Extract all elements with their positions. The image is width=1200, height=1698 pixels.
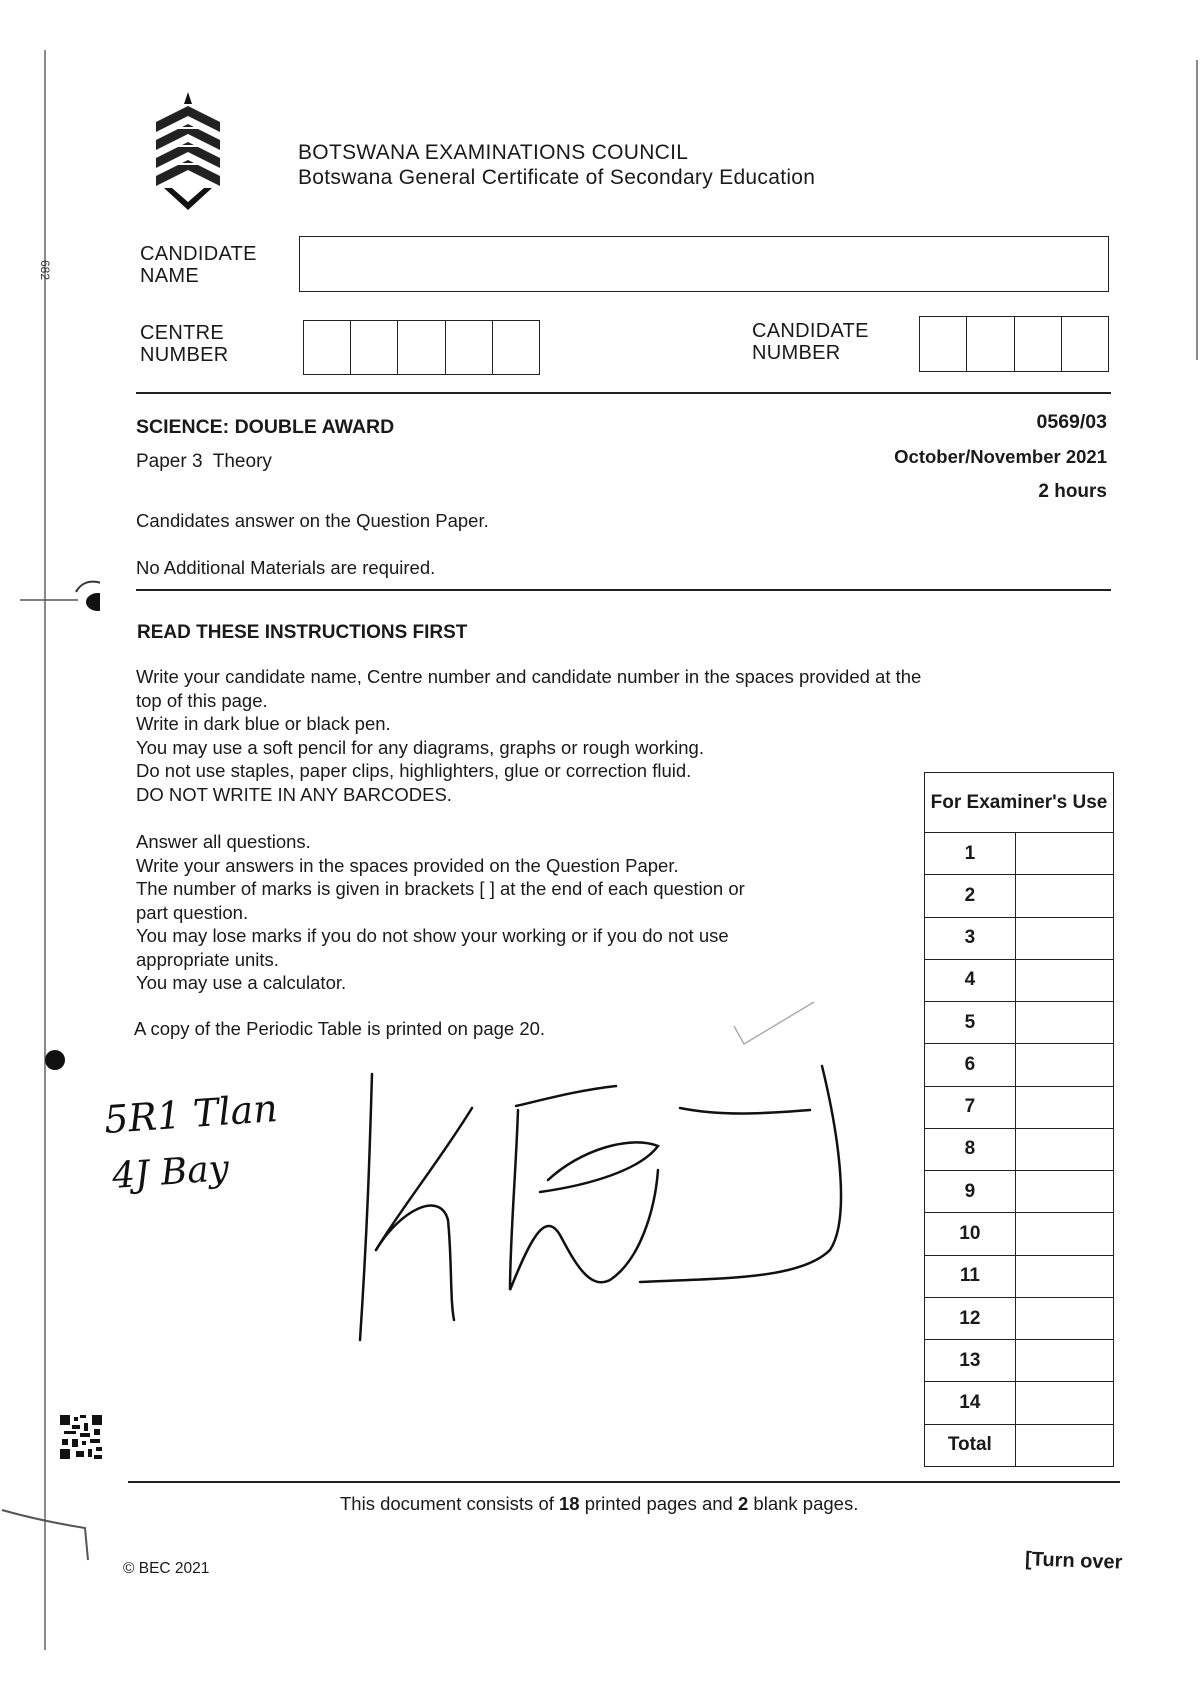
candidate-number-boxes[interactable] [919,316,1109,372]
mark-cell[interactable] [1015,1044,1113,1086]
question-number: 14 [925,1382,1016,1424]
question-number: 1 [925,833,1016,875]
mark-cell[interactable] [1015,959,1113,1001]
total-label: Total [925,1424,1016,1466]
centre-number-box[interactable] [493,321,539,374]
signature-scribble [340,1060,860,1350]
materials-note: No Additional Materials are required. [136,557,436,578]
question-number: 7 [925,1086,1016,1128]
instruction-line: Write in dark blue or black pen. [136,713,391,734]
examiner-use-table [924,772,1114,1467]
margin-code: 682 [38,260,52,281]
mark-cell[interactable] [1015,1382,1113,1424]
mark-cell[interactable] [1015,833,1113,875]
printed-page-count: 18 [559,1493,580,1514]
answer-note: Candidates answer on the Question Paper. [136,510,489,531]
faint-tick-icon [730,998,820,1058]
subject-title: SCIENCE: DOUBLE AWARD [136,416,395,438]
candidate-number-box[interactable] [1015,317,1062,371]
candidate-number-label: CANDIDATE NUMBER [752,320,869,365]
question-number: 3 [925,917,1016,959]
instructions-block-1 [136,665,1036,806]
mark-cell[interactable] [1015,875,1113,917]
handwritten-note-1: 5R1 Tlan [102,1085,279,1143]
question-number: 10 [925,1213,1016,1255]
exam-board-header [298,140,815,190]
question-number: 4 [925,959,1016,1001]
mark-cell[interactable] [1015,1213,1113,1255]
instruction-line: top of this page. [136,689,268,711]
question-number: 11 [925,1255,1016,1297]
examiner-table-heading: For Examiner's Use [925,773,1114,833]
instruction-line: DO NOT WRITE IN ANY BARCODES. [136,783,452,805]
certificate-name: Botswana General Certificate of Secondary Education [298,166,816,190]
mark-cell[interactable] [1015,1297,1113,1339]
instruction-line: Write your answers in the spaces provided on the Question Paper. [136,854,679,876]
turn-over-note: [Turn over [1024,1548,1123,1574]
exam-duration: 2 hours [1038,481,1107,502]
punch-hole-mark-bottom [36,1040,76,1080]
exam-session: October/November 2021 [894,446,1107,467]
centre-number-box[interactable] [304,321,351,374]
centre-number-box[interactable] [398,321,445,374]
candidate-name-label: CANDIDATE NAME [140,243,257,288]
question-number: 13 [925,1340,1016,1382]
question-number: 8 [925,1128,1016,1170]
instruction-line: appropriate units. [136,948,279,970]
centre-number-boxes[interactable] [303,320,540,375]
question-number: 5 [925,1002,1016,1044]
blank-page-count: 2 [738,1493,749,1514]
divider-top [136,392,1111,394]
centre-number-label: CENTRE NUMBER [140,322,229,367]
mark-cell[interactable] [1015,1002,1113,1044]
question-number: 6 [925,1044,1016,1086]
divider-bottom [128,1481,1120,1483]
divider-middle [136,589,1111,591]
bec-logo-icon [148,92,228,212]
candidate-number-box[interactable] [920,317,967,371]
question-number: 9 [925,1171,1016,1213]
periodic-table-note: A copy of the Periodic Table is printed on page 20. [134,1018,546,1039]
barcode-icon [58,1413,104,1461]
candidate-name-field[interactable] [299,236,1109,292]
instruction-line: You may use a calculator. [136,972,347,993]
instruction-line: You may use a soft pencil for any diagrams, graphs or rough working. [136,736,704,758]
scan-edge-right [1196,60,1198,360]
copyright-notice: © BEC 2021 [123,1560,210,1577]
paper-title: Paper 3 Theory [136,451,272,472]
punch-hole-mark-top [20,570,100,620]
instruction-line: Answer all questions. [136,831,311,852]
instructions-heading: READ THESE INSTRUCTIONS FIRST [137,622,468,643]
council-name: BOTSWANA EXAMINATIONS COUNCIL [298,141,689,164]
mark-cell[interactable] [1015,917,1113,959]
candidate-number-box[interactable] [1062,317,1108,371]
instruction-line: Do not use staples, paper clips, highlighters, glue or correction fluid. [136,760,692,781]
handwritten-note-2: 4J Bay [110,1147,231,1198]
paper-code: 0569/03 [1036,411,1107,433]
instruction-line: The number of marks is given in brackets [ ] at the end of each question or [136,878,745,899]
mark-cell[interactable] [1015,1255,1113,1297]
centre-number-box[interactable] [446,321,493,374]
instruction-line: part question. [136,901,249,923]
question-number: 2 [925,875,1016,917]
mark-cell[interactable] [1015,1128,1113,1170]
page-count-statement: This document consists of 18 printed pages and 2 blank pages. [340,1493,859,1514]
mark-cell[interactable] [1015,1340,1113,1382]
mark-cell[interactable] [1015,1086,1113,1128]
candidate-number-box[interactable] [967,317,1014,371]
scan-edge-left [44,50,46,1650]
centre-number-box[interactable] [351,321,398,374]
scan-corner-mark [0,1500,100,1620]
instruction-line: Write your candidate name, Centre number and candidate number in the spaces provided at the [136,666,922,687]
total-mark-cell[interactable] [1015,1424,1113,1466]
mark-cell[interactable] [1015,1171,1113,1213]
instruction-line: You may lose marks if you do not show your working or if you do not use [136,925,729,946]
question-number: 12 [925,1297,1016,1339]
instructions-block-2 [136,830,836,995]
